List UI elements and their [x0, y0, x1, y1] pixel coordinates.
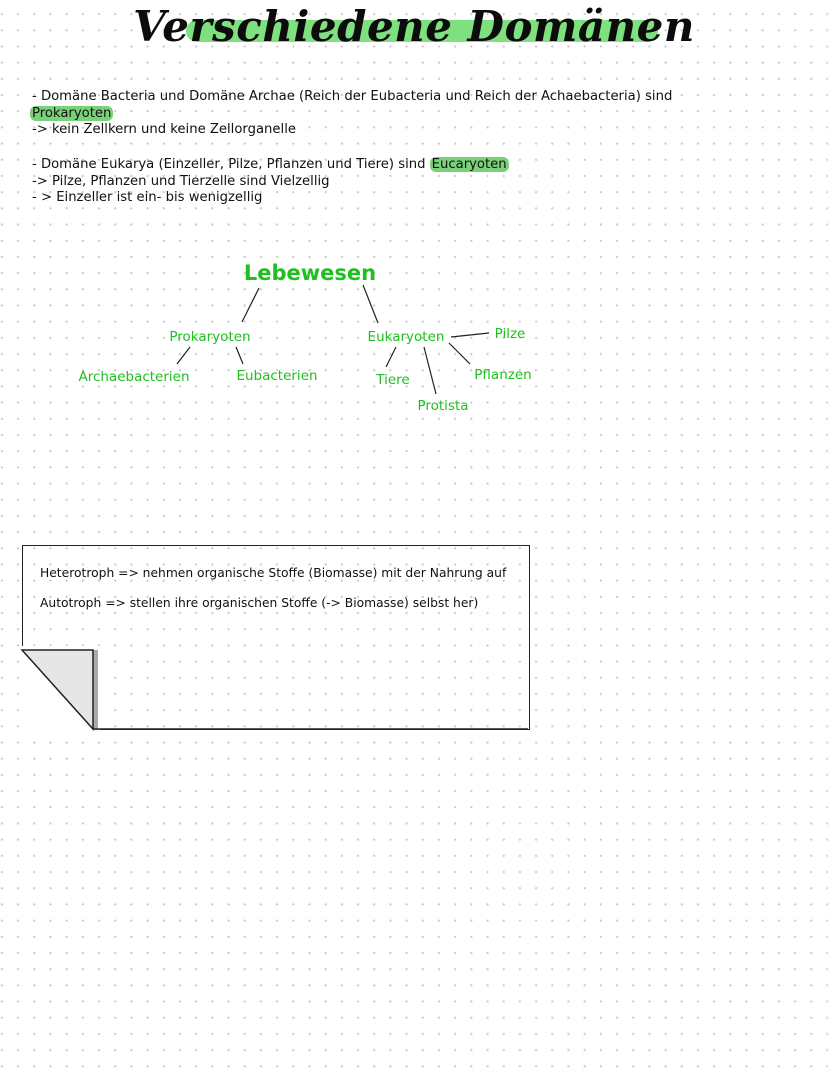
note-line-4: -> Pilze, Pflanzen und Tierzelle sind Vielzellig [32, 174, 330, 189]
heterotroph-definition: Heterotroph => nehmen organische Stoffe (Biomasse) mit der Nahrung auf [40, 566, 507, 580]
edge-euk-protista [424, 347, 436, 394]
autotroph-definition: Autotroph => stellen ihre organischen Stoffe (-> Biomasse) selbst her) [40, 596, 479, 610]
node-tiere: Tiere [376, 372, 410, 388]
node-lebewesen: Lebewesen [243, 261, 377, 285]
highlight-eucaryoten: Eucaryoten [431, 157, 507, 172]
definition-box [22, 545, 530, 730]
highlight-prokaryoten: Prokaryoten [32, 106, 112, 121]
node-eukaryoten: Eukaryoten [367, 329, 445, 345]
node-pilze: Pilze [494, 326, 526, 342]
node-pflanzen: Pflanzen [474, 367, 532, 383]
edge-root-eukaryoten [363, 285, 378, 323]
edge-euk-pflanzen [449, 343, 470, 364]
edge-prok-eubac [236, 347, 243, 364]
note-line-5: - > Einzeller ist ein- bis wenigzellig [32, 190, 263, 205]
edge-euk-pilze [451, 333, 489, 337]
node-protista: Protista [417, 398, 469, 414]
node-prokaryoten: Prokaryoten [169, 329, 251, 345]
edge-prok-archae [177, 347, 190, 364]
note-line-2: -> kein Zellkern und keine Zellorganelle [32, 122, 296, 137]
note-line-1: - Domäne Bacteria und Domäne Archae (Reich der Eubacteria und Reich der Achaebacteria) sind [32, 89, 673, 104]
edge-root-prokaryoten [242, 288, 259, 322]
title-text: Verschiedene Domänen [133, 2, 695, 51]
node-archaebacterien: Archaebacterien [78, 369, 190, 385]
edge-euk-tiere [386, 347, 396, 367]
note-line-3-text: - Domäne Eukarya (Einzeller, Pilze, Pflanzen und Tiere) sind [32, 157, 430, 172]
classification-diagram [0, 0, 828, 440]
node-eubacterien: Eubacterien [236, 368, 318, 384]
